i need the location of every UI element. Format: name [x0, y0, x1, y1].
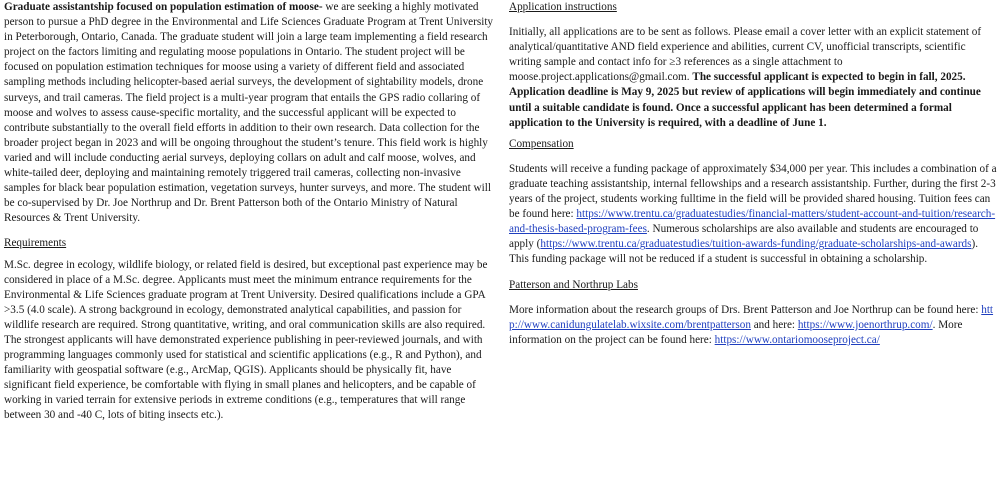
spacer — [4, 226, 494, 236]
spacer — [509, 152, 997, 162]
patterson-lab-link[interactable]: http://www.canidungulatelab.wixsite.com/brentpatterson — [509, 303, 994, 331]
labs-paragraph — [509, 303, 997, 348]
scholarships-link[interactable]: https://www.trentu.ca/graduatestudies/tuition-awards-funding/graduate-scholarships-and-awards — [540, 238, 972, 251]
right-column — [509, 0, 997, 348]
intro-title: Graduate assistantship focused on population estimation of moose- — [4, 1, 323, 13]
compensation-heading: Compensation — [509, 137, 574, 150]
requirements-heading: Requirements — [4, 237, 67, 250]
spacer — [509, 15, 997, 25]
compensation-text-3: ). This funding package will not be reduced if a student is successful in obtaining a scholarship. — [509, 238, 979, 266]
intro-text: we are seeking a highly motivated person to pursue a PhD degree in the Environmental and Life Sciences Graduate Program at Trent University in Peterborough, Ontario, Canada. The graduate student will join a large team implementing a field research project on the factors limiting and regulating moose populations in Ontario. The student project will be focused on population estimation techniques for moose using a variety of different field and associated sampling methods including helicopter-based aerial surveys, the development of sightability models, drone surveys, and trail cameras. The field project is a multi-year program that entails the GPS radio collaring of moose and wolves to assess cause-specific mortality, and the successful applicant will be expected to contribute substantially to the overall field efforts in addition to their own research. Data collection for the broader project began in 2023 and will be ongoing throughout the student’s tenure. This field work is highly varied and will include conducting aerial surveys, deploying collars on adult and calf moose, wolves, and white-tailed deer, deploying and maintaining remotely triggered trail cameras, collecting non-invasive samples for black bear population estimation, vegetation surveys, hunter surveys, and more. The student will be co-supervised by Dr. Joe Northrup and Dr. Brent Patterson both of the Ontario Ministry of Natural Resources & Trent University. — [4, 1, 494, 225]
application-heading: Application instructions — [509, 1, 617, 13]
requirements-paragraph: M.Sc. degree in ecology, wildlife biology, or related field is desired, but exceptional past experience may be considered in place of a M.Sc. degree. Applicants must meet the minimum entrance requirements for the Environmental & Life Sciences graduate program at Trent University. Desired qualifications include a GPA >3.5 (4.0 scale). A strong background in ecology, demonstrated analytical capabilities, and passion for wildlife research are required. Strong quantitative, writing, and oral communication skills are also required. The strongest applicants will have demonstrated experience publishing in peer-reviewed journals, and with programming languages commonly used for statistical and scientific applications (e.g., R and Python), and familiarity with geospatial software (e.g., ArcMap, QGIS). Applicants should be physically fit, have significant field experience, be comfortable with flying in small planes and helicopters, and be capable of working in varied terrain for extensive periods in extreme conditions (e.g., temperatures that will range between 30 and -40 C, lots of biting insects etc.). — [4, 258, 488, 422]
tuition-fees-link[interactable]: https://www.trentu.ca/graduatestudies/financial-matters/student-account-and-tuition/research-and-thesis-based-program-fees — [509, 208, 996, 236]
labs-text-1: More information about the research groups of Drs. Brent Patterson and Joe Northrup can be found here: — [509, 303, 982, 316]
application-text: Initially, all applications are to be sent as follows. Please email a cover letter with an explicit statement of analytical/quantitative AND field experience and abilities, current CV, unofficial transcripts, scientific writing sample and contact info for ≥3 references as a single attachment to moose.project.applications@gmail.com. — [509, 26, 982, 84]
spacer — [509, 268, 997, 278]
northrup-lab-link[interactable]: https://www.joenorthrup.com/ — [797, 318, 933, 331]
application-paragraph — [509, 25, 997, 131]
compensation-text-2: . Numerous scholarships are also available and students are encouraged to apply ( — [509, 223, 979, 251]
application-deadline-text: The successful applicant is expected to begin in fall, 2025. Application deadline is May 9, 2025 but review of applications will begin immediately and continue until a suitable candidate is found. Once a successful applicant has been determined a formal application to the University is required, with a deadline of June 1. — [509, 71, 981, 129]
compensation-paragraph — [509, 162, 997, 268]
intro-paragraph — [4, 0, 494, 226]
compensation-text-1: Students will receive a funding package of approximately $34,000 per year. This includes a combination of a graduate teaching assistantship, internal fellowships and a research assistantship. Further, during the first 2-3 years of the project, students working fulltime in the field will be provided shared housing. Tuition fees can be found here: — [509, 162, 997, 221]
labs-heading: Patterson and Northrup Labs — [509, 278, 638, 291]
left-column — [4, 0, 494, 424]
labs-text-3: . More information on the project can be found here: — [509, 318, 963, 346]
moose-project-link[interactable]: https://www.ontariomooseproject.ca/ — [714, 333, 880, 346]
spacer — [509, 293, 997, 303]
labs-text-2: and here: — [750, 318, 798, 331]
